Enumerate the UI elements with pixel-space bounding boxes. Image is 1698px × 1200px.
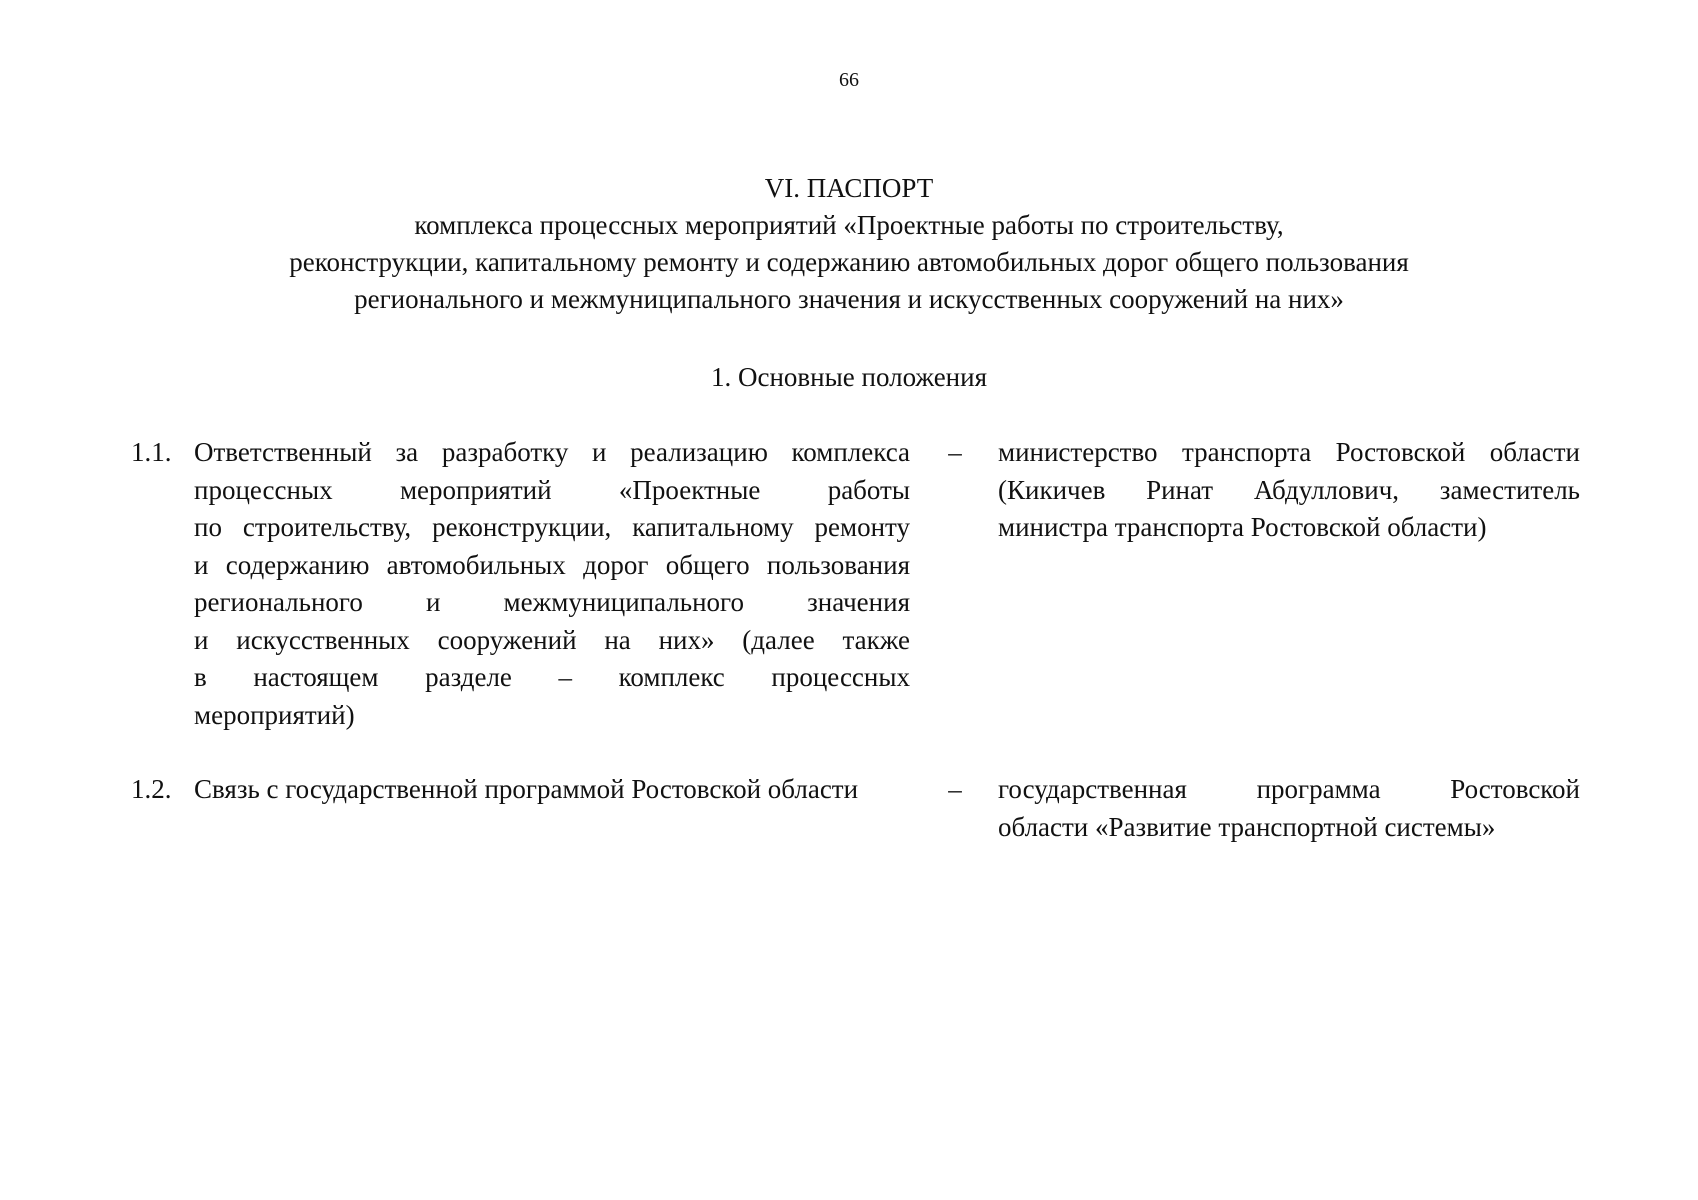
item-label — [194, 771, 910, 809]
item-label-line: регионального и межмуниципального значения — [194, 587, 910, 617]
passport-title — [0, 170, 1698, 318]
title-line-1: VI. ПАСПОРТ — [764, 173, 934, 203]
item-label-line: и содержанию автомобильных дорог общего пользования — [194, 549, 910, 580]
item-label-line: и искусственных сооружений на них» (далее также — [194, 624, 910, 655]
page-number: 66 — [839, 69, 859, 91]
item-number: 1.1. — [131, 437, 172, 467]
title-line-2: комплекса процессных мероприятий «Проектные работы по строительству, — [414, 210, 1284, 240]
item-value-line: министерство транспорта Ростовской области — [998, 437, 1580, 467]
item-value-line: области «Развитие транспортной системы» — [998, 811, 1496, 842]
item-label-line: Ответственный за разработку и реализацию комплекса — [194, 437, 910, 467]
item-label-line: в настоящем разделе – комплекс процессных — [194, 662, 910, 692]
title-line-3: реконструкции, капитальному ремонту и содержанию автомобильных дорог общего пользования — [289, 247, 1409, 277]
item-label-line: Связь с государственной программой Ростовской области — [194, 774, 859, 804]
item-label — [194, 434, 910, 734]
item-dash: – — [948, 437, 962, 467]
item-dash: – — [948, 774, 962, 804]
item-value-line: (Кикичев Ринат Абдуллович, заместитель — [998, 474, 1580, 505]
item-value-line: государственная программа Ростовской — [998, 774, 1580, 804]
title-line-4: регионального и межмуниципального значения и искусственных сооружений на них» — [354, 284, 1344, 314]
item-value — [998, 771, 1580, 846]
item-label-line: мероприятий) — [194, 699, 355, 730]
section-heading: 1. Основные положения — [711, 362, 987, 392]
item-value-line: министра транспорта Ростовской области) — [998, 512, 1487, 542]
item-label-line: процессных мероприятий «Проектные работы — [194, 474, 910, 505]
item-value — [998, 434, 1580, 547]
item-label-line: по строительству, реконструкции, капитальному ремонту — [194, 512, 910, 542]
item-number: 1.2. — [131, 774, 172, 804]
